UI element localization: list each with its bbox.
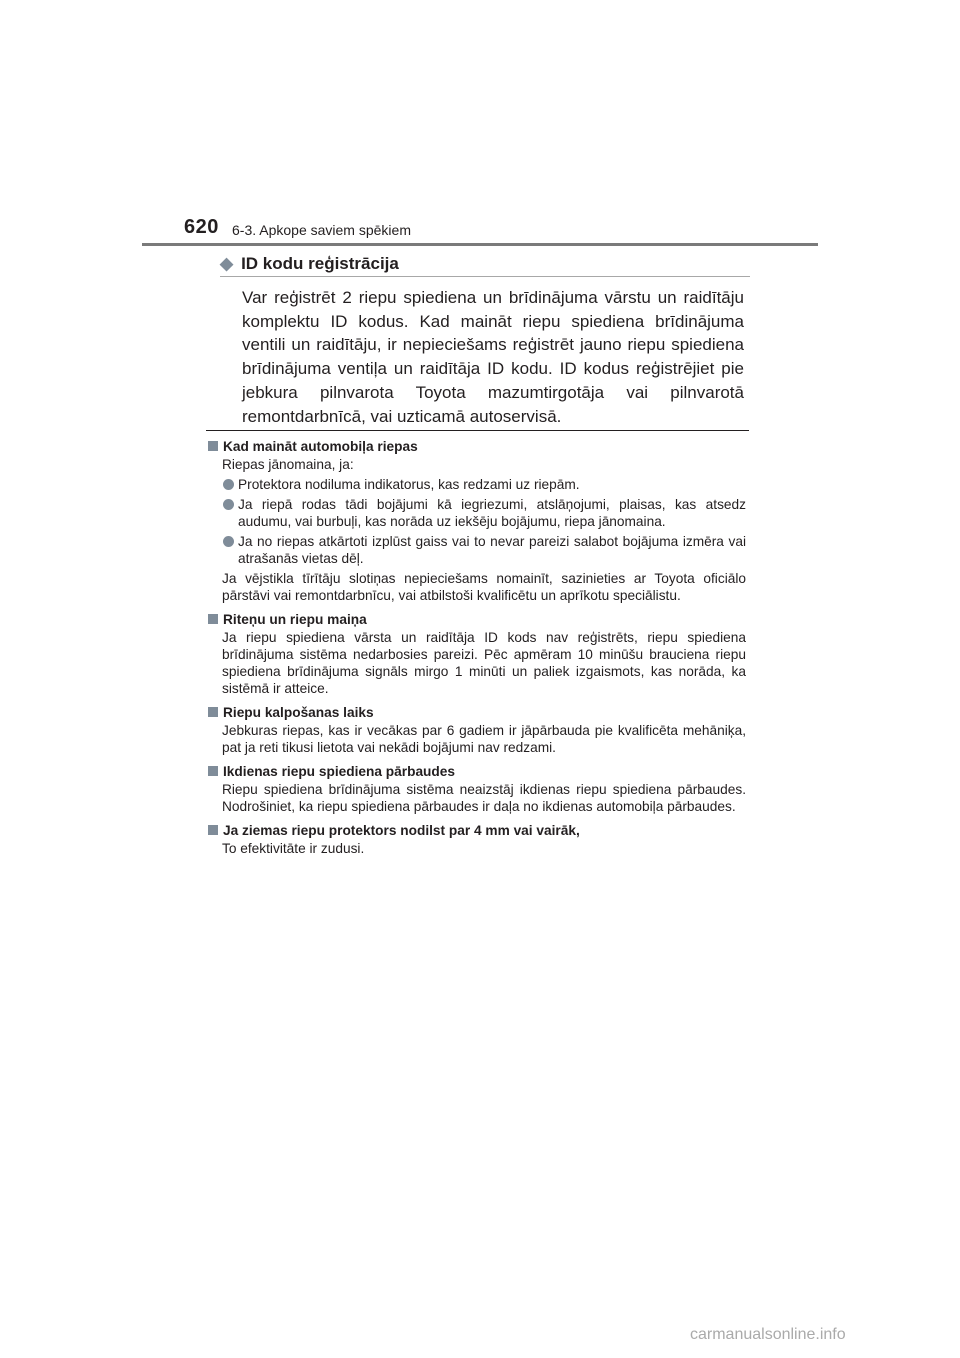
list-item: Protektora nodiluma indikatorus, kas redzami uz riepām. bbox=[208, 476, 746, 493]
square-bullet-icon bbox=[208, 766, 218, 776]
subsection-heading bbox=[220, 254, 750, 274]
note-text: Riepas jānomaina, ja: bbox=[222, 457, 354, 472]
subsection-title: ID kodu reģistrācija bbox=[241, 254, 399, 273]
notes-section bbox=[208, 437, 746, 857]
watermark: carmanualsonline.info bbox=[690, 1326, 846, 1343]
note-title: Riteņu un riepu maiņa bbox=[208, 610, 746, 629]
circle-bullet-icon bbox=[223, 536, 234, 547]
subsection-body: Var reģistrēt 2 riepu spiediena un brīdinājuma vārstu un raidītāju komplektu ID kodus. Kad maināt riepu spiediena brīdinājuma ventili un raidītāju, ir nepieciešams reģistrēt jauno riepu spiediena brīdinājuma ventiļa un raidītāja ID kodu. ID kodus reģistrējiet pie jebkura pilnvarota Toyota mazumtirgotāja vai pilnvarotā remontdarbnīcā, vai uzticamā autoservisā. bbox=[242, 288, 744, 426]
list-item: Ja no riepas atkārtoti izplūst gaiss vai to nevar pareizi salabot bojājuma izmēra vai atrašanās vietas dēļ. bbox=[208, 533, 746, 567]
square-bullet-icon bbox=[208, 707, 218, 717]
note-title: Ikdienas riepu spiediena pārbaudes bbox=[208, 762, 746, 781]
note-tire-lifespan bbox=[208, 703, 746, 756]
square-bullet-icon bbox=[208, 614, 218, 624]
note-text: Jebkuras riepas, kas ir vecākas par 6 gadiem ir jāpārbauda pie kvalificēta mehāniķa, pat ja reti tikusi lietota vai nekādi bojājumi nav redzami. bbox=[222, 723, 746, 755]
diamond-icon: ◆ bbox=[220, 254, 234, 273]
circle-bullet-icon bbox=[223, 499, 234, 510]
subsection-rule bbox=[220, 276, 750, 277]
note-text: Riepu spiediena brīdinājuma sistēma neaizstāj ikdienas riepu spiediena pārbaudes. Nodrošiniet, ka riepu spiediena pārbaudes ir daļa no ikdienas automobiļa pārbaudes. bbox=[222, 782, 746, 814]
note-text: Ja riepu spiediena vārsta un raidītāja ID kods nav reģistrēts, riepu spiediena brīdinājuma sistēma nedarbosies pareizi. Pēc apmēram 10 minūšu brauciena riepu spiediena brīdinājuma signāls mirgo 1 minūti un paliek izgaismots, kas norāda, ka sistēmā ir atteice. bbox=[222, 630, 746, 696]
note-daily-checks bbox=[208, 762, 746, 815]
note-title: Kad maināt automobiļa riepas bbox=[208, 437, 746, 456]
note-winter-tires bbox=[208, 821, 746, 857]
circle-bullet-icon bbox=[223, 479, 234, 490]
section-label: 6-3. Apkope saviem spēkiem bbox=[232, 222, 411, 238]
note-wheel-change bbox=[208, 610, 746, 697]
header-rule bbox=[142, 243, 818, 246]
note-text: To efektivitāte ir zudusi. bbox=[222, 841, 365, 856]
note-title: Ja ziemas riepu protektors nodilst par 4 mm vai vairāk, bbox=[208, 821, 746, 840]
notes-divider bbox=[206, 430, 749, 431]
note-tire-replacement bbox=[208, 437, 746, 604]
note-text: Ja vējstikla tīrītāju slotiņas nepieciešams nomainīt, sazinieties ar Toyota oficiālo pārstāvi vai remontdarbnīcu, vai atbilstoši kvalificētu un aprīkotu speciālistu. bbox=[222, 571, 746, 603]
page-number: 620 bbox=[184, 216, 219, 238]
list-item: Ja riepā rodas tādi bojājumi kā iegriezumi, atslāņojumi, plaisas, kas atsedz audumu, vai burbuļi, kas norāda uz iekšēju bojājumu, riepa jānomaina. bbox=[208, 496, 746, 530]
note-title: Riepu kalpošanas laiks bbox=[208, 703, 746, 722]
square-bullet-icon bbox=[208, 825, 218, 835]
square-bullet-icon bbox=[208, 441, 218, 451]
